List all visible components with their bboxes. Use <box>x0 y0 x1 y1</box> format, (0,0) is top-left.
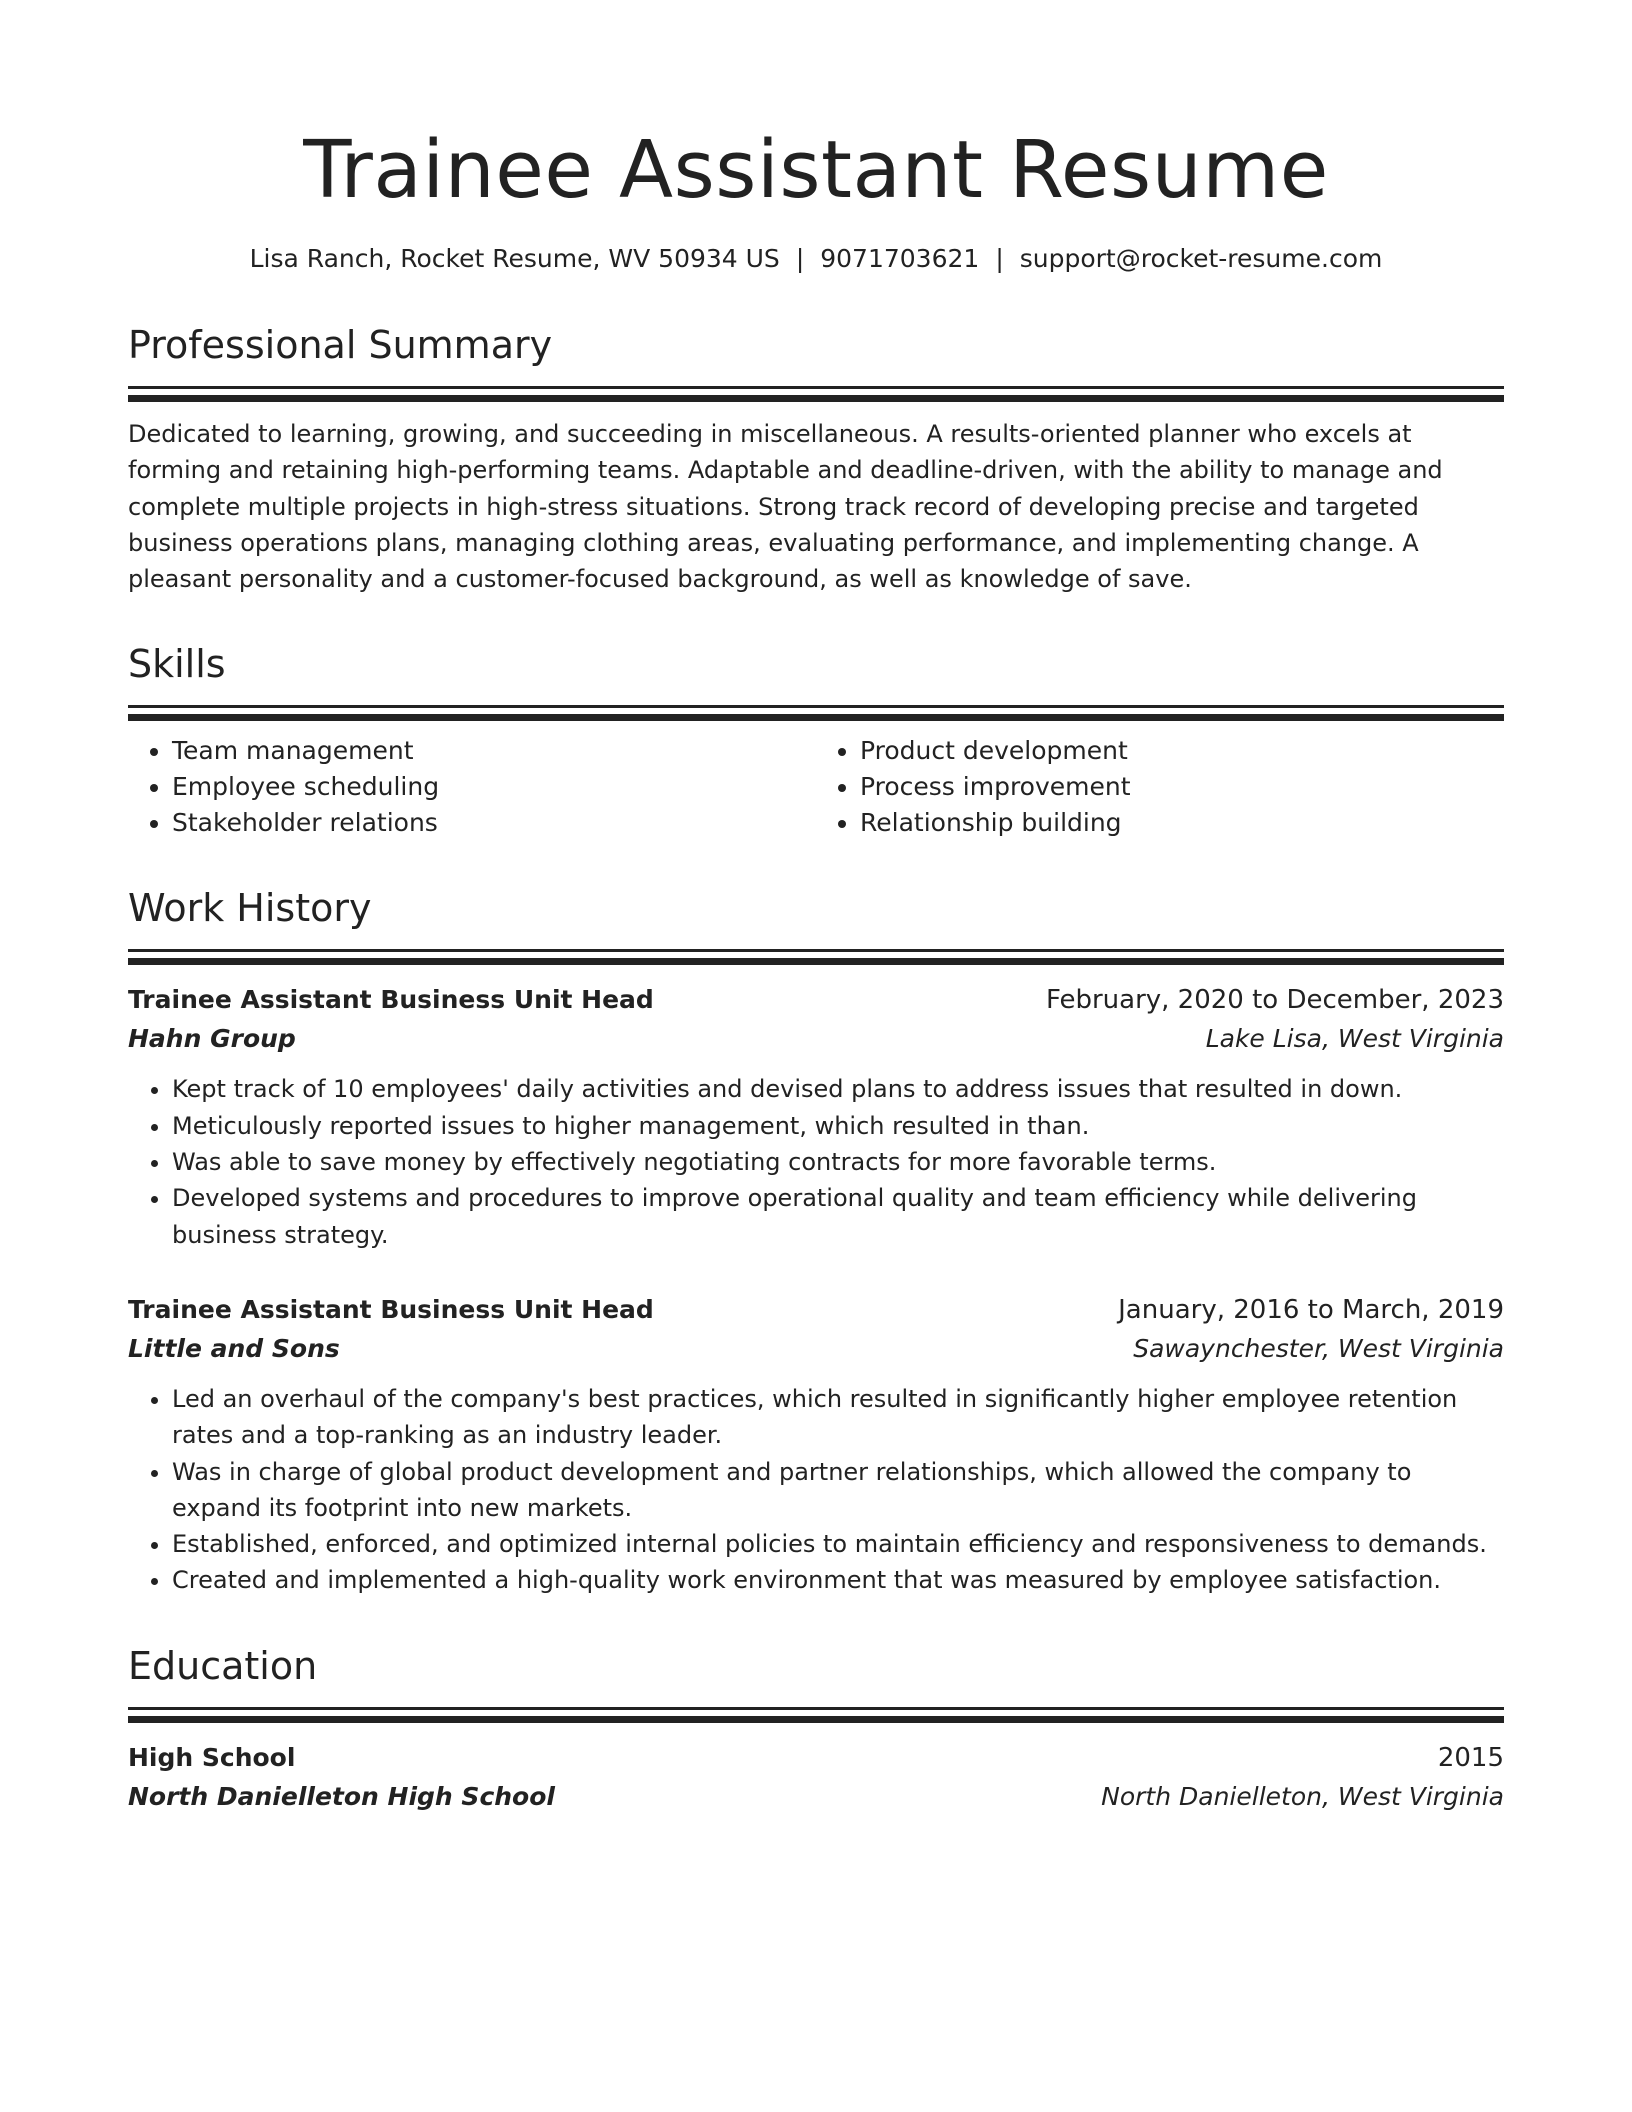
education-section <box>128 1643 1504 1817</box>
education-location: North Danielleton, West Virginia <box>1101 1781 1504 1811</box>
contact-line <box>128 242 1504 276</box>
education-entry <box>128 1739 1504 1817</box>
section-rule-thick <box>128 395 1504 402</box>
section-rule <box>128 386 1504 389</box>
summary-heading: Professional Summary <box>128 323 553 367</box>
education-header-row <box>128 1739 1504 1777</box>
job-employer: Little and Sons <box>128 1333 340 1363</box>
job-entry <box>128 1291 1504 1599</box>
job-employer-row <box>128 1329 1504 1369</box>
job-location: Lake Lisa, West Virginia <box>1205 1024 1504 1054</box>
skills-list-left <box>128 733 816 841</box>
job-title: Trainee Assistant Business Unit Head <box>128 1294 654 1324</box>
work-heading: Work History <box>128 886 372 931</box>
section-rule <box>128 705 1504 708</box>
job-dates: February, 2020 to December, 2023 <box>1045 985 1504 1016</box>
job-employer-row <box>128 1019 1504 1059</box>
job-bullet: • Was able to save money by effectively negotiating contracts for more favorable terms. <box>172 1144 1504 1180</box>
education-degree: High School <box>128 1742 296 1772</box>
section-rule-thick <box>128 714 1504 721</box>
summary-section <box>128 322 1504 597</box>
job-bullet: • Meticulously reported issues to higher management, which resulted in than. <box>172 1108 1504 1144</box>
job-bullet: • Established, enforced, and optimized internal policies to maintain efficiency and responsiveness to demands. <box>172 1526 1504 1562</box>
job-header-row <box>128 981 1504 1019</box>
education-year: 2015 <box>1437 1742 1504 1773</box>
job-bullet: • Created and implemented a high-quality work environment that was measured by employee satisfaction. <box>172 1562 1504 1598</box>
job-bullet: • Kept track of 10 employees' daily activities and devised plans to address issues that resulted in down. <box>172 1071 1504 1107</box>
contact-separator: | <box>995 244 1004 273</box>
skill-item: • Stakeholder relations <box>172 805 816 841</box>
job-employer: Hahn Group <box>128 1024 296 1054</box>
education-school: North Danielleton High School <box>128 1781 555 1811</box>
job-entry <box>128 981 1504 1252</box>
contact-address: Lisa Ranch, Rocket Resume, WV 50934 US <box>249 244 780 273</box>
summary-text: Dedicated to learning, growing, and succeeding in miscellaneous. A results-oriented planner who excels at forming and retaining high-performing teams. Adaptable and deadline-driven, with the ability to manage and complete multiple projects in high-stress situations. Strong track record of developing precise and targeted business operations plans, managing clothing areas, evaluating performance, and implementing change. A pleasant personality and a customer-focused background, as well as knowledge of save. <box>128 420 1443 594</box>
job-bullet: • Developed systems and procedures to improve operational quality and team efficiency while delivering business strategy. <box>172 1180 1504 1253</box>
job-header-row <box>128 1291 1504 1329</box>
job-title: Trainee Assistant Business Unit Head <box>128 985 654 1015</box>
job-dates: January, 2016 to March, 2019 <box>1118 1294 1504 1325</box>
skills-list-right <box>816 733 1504 841</box>
job-bullet: • Led an overhaul of the company's best practices, which resulted in significantly higher employee retention rates and a top-ranking as an industry leader. <box>172 1381 1504 1454</box>
skills-section <box>128 641 1504 841</box>
contact-email: support@rocket-resume.com <box>1019 244 1383 273</box>
contact-phone: 9071703621 <box>820 244 980 273</box>
skill-item: • Process improvement <box>860 769 1504 805</box>
education-school-row <box>128 1777 1504 1817</box>
job-bullet: • Was in charge of global product development and partner relationships, which allowed the company to expand its footprint into new markets. <box>172 1454 1504 1527</box>
section-rule-thick <box>128 1716 1504 1723</box>
job-location: Sawaynchester, West Virginia <box>1133 1333 1504 1363</box>
skill-item: • Team management <box>172 733 816 769</box>
skills-heading: Skills <box>128 642 226 687</box>
work-section <box>128 885 1504 1598</box>
skill-item: • Employee scheduling <box>172 769 816 805</box>
skill-item: • Relationship building <box>860 805 1504 841</box>
job-bullets <box>128 1071 1504 1252</box>
resume-title: Trainee Assistant Resume <box>303 124 1329 216</box>
section-rule <box>128 1707 1504 1710</box>
contact-separator: | <box>795 244 805 273</box>
section-rule-thick <box>128 958 1504 965</box>
job-bullets <box>128 1381 1504 1599</box>
skill-item: • Product development <box>860 733 1504 769</box>
skills-columns <box>128 733 1504 841</box>
education-heading: Education <box>128 1643 318 1688</box>
section-rule <box>128 949 1504 952</box>
